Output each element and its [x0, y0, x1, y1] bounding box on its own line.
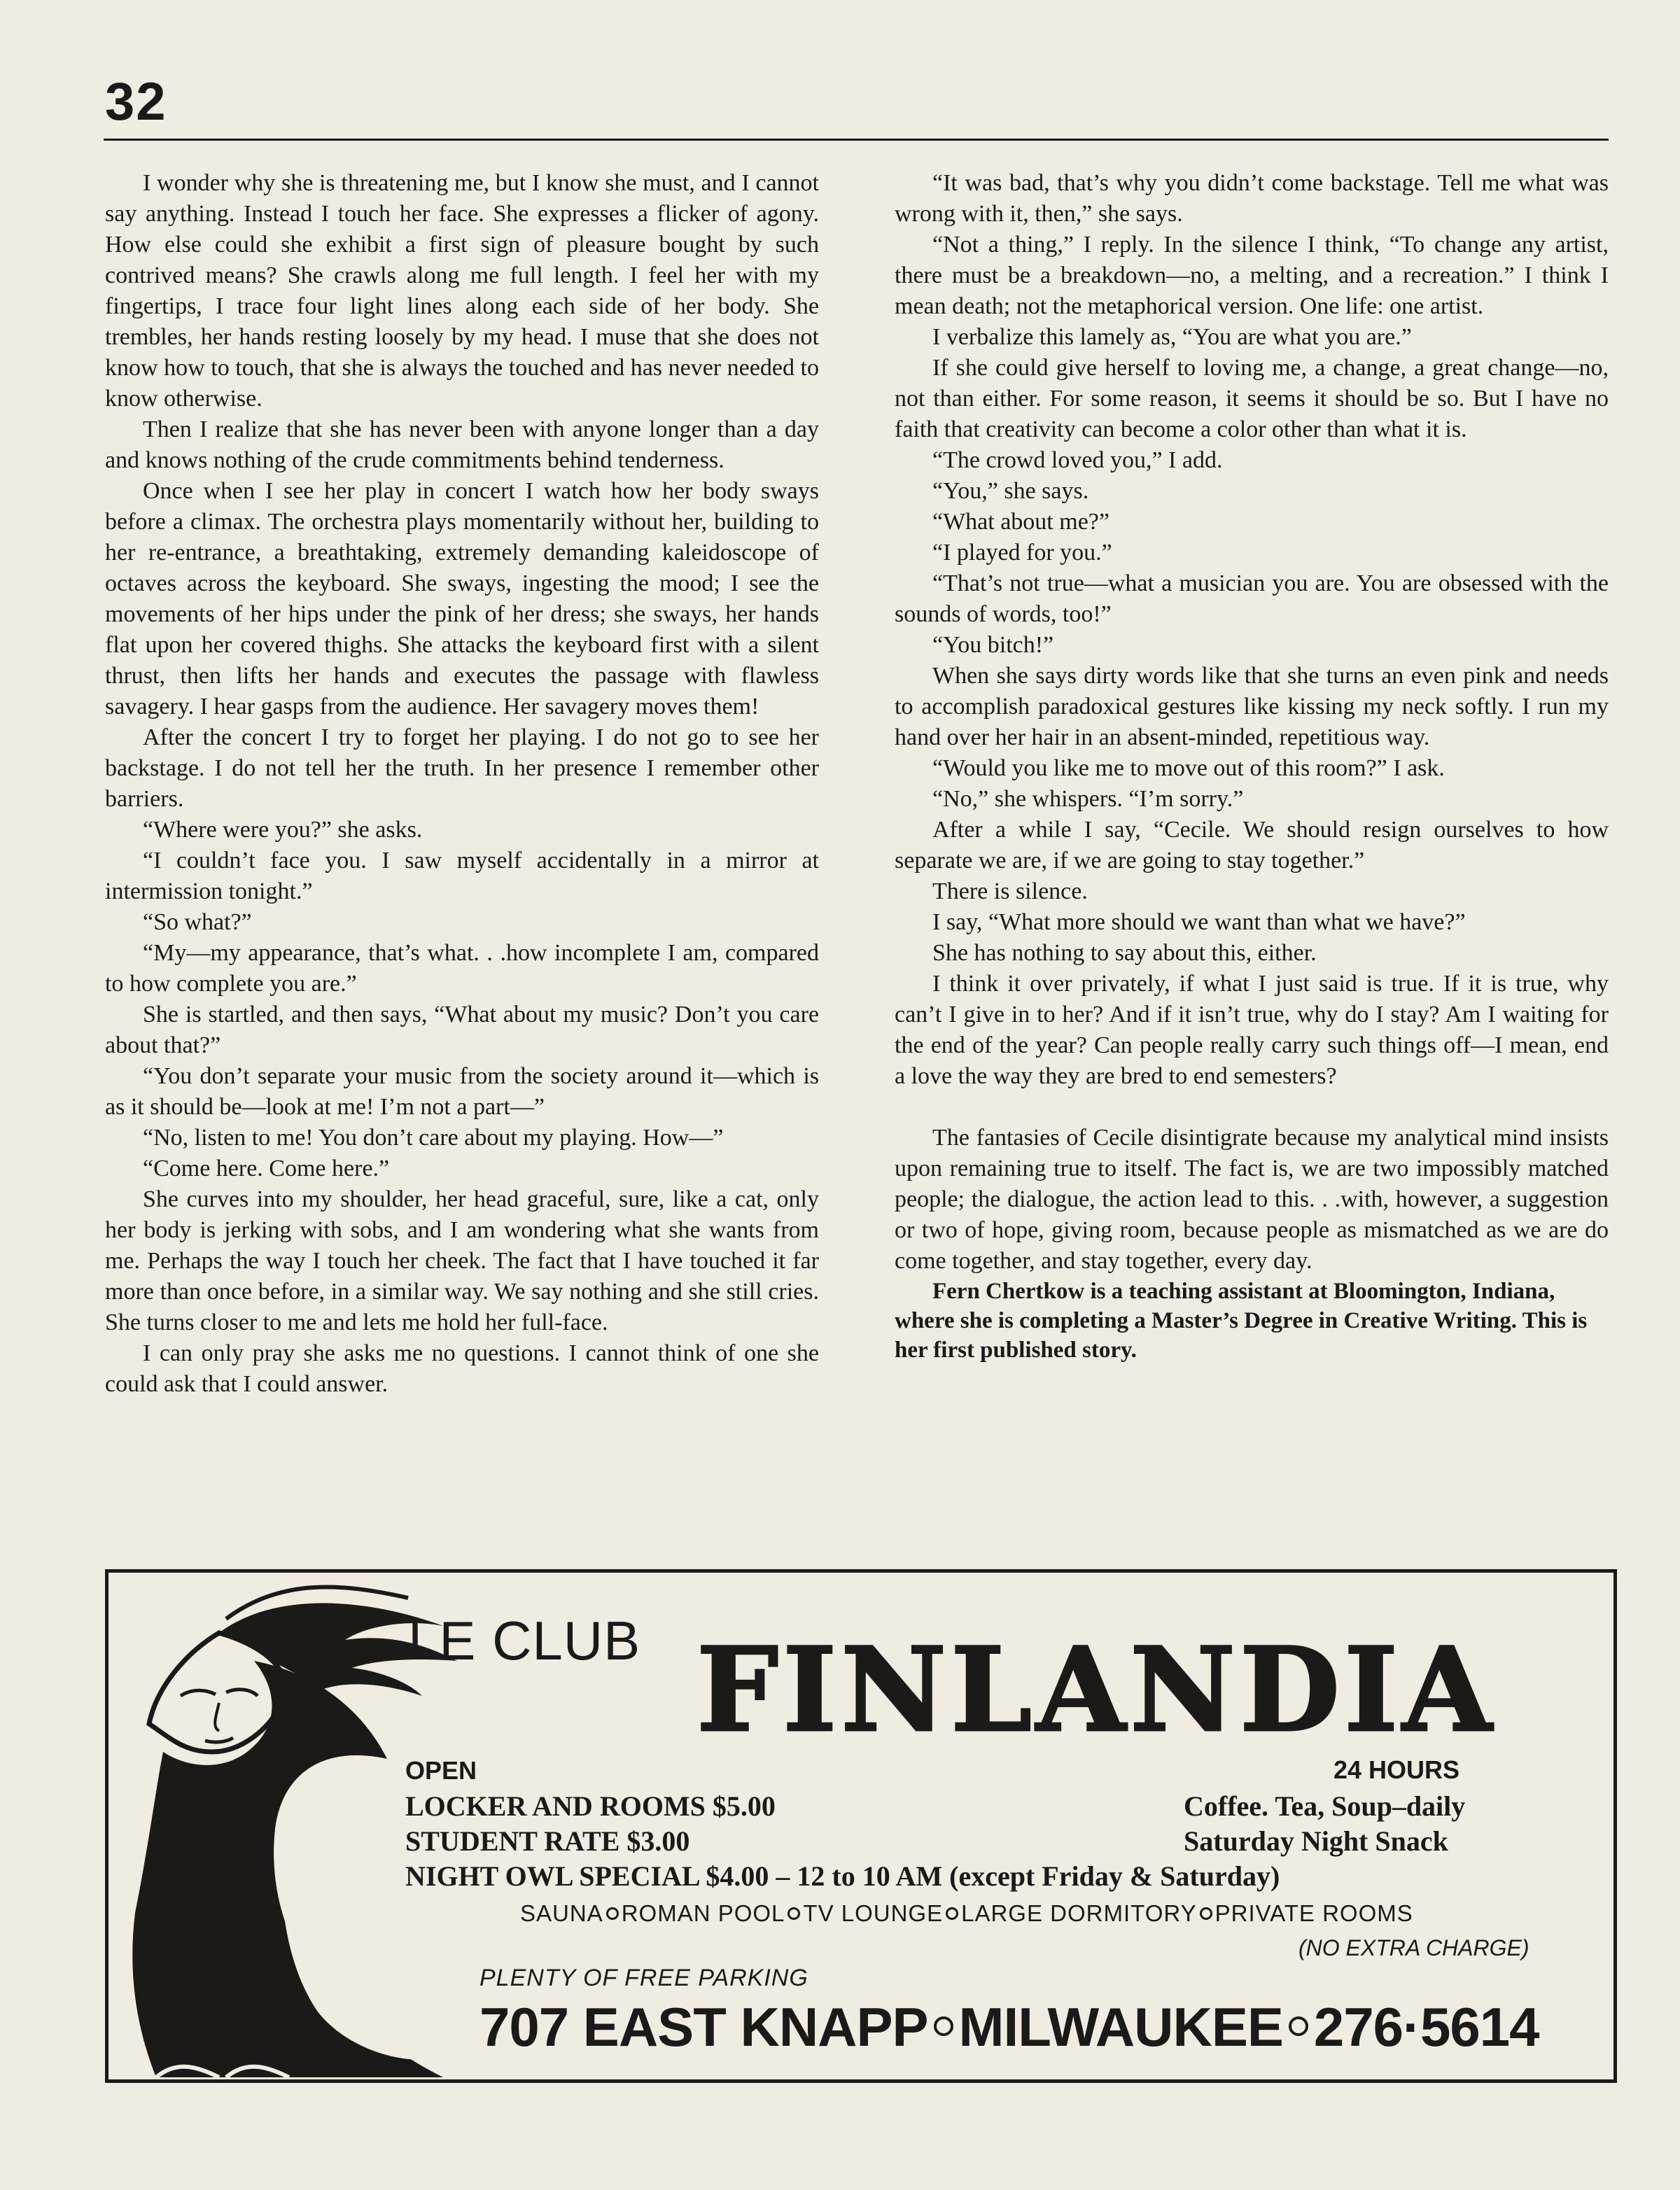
paragraph: She is startled, and then says, “What about my music? Don’t you care about that?” [105, 1002, 819, 1058]
paragraph: I say, “What more should we want than what we have?” [932, 909, 1466, 935]
circle-separator-icon [1289, 2016, 1308, 2036]
paragraph: She curves into my shoulder, her head graceful, sure, like a cat, only her body is jerking with sobs, and I am wondering what she wants from me. Perhaps the way I touch her cheek. The fact that I have touched it far more than once before, in a similar way. We say nothing and she still cries. She turns closer to me and lets me hold her full-face. [105, 1186, 819, 1335]
paragraph: I verbalize this lamely as, “You are what you are.” [932, 324, 1412, 350]
circle-separator-icon [946, 1907, 958, 1920]
paragraph: “I played for you.” [932, 540, 1112, 566]
circle-separator-icon [606, 1907, 619, 1920]
street-address: 707 EAST KNAPP [479, 1996, 928, 2058]
left-column [105, 168, 819, 1400]
paragraph: “Come here. Come here.” [143, 1156, 390, 1181]
paragraph: “Where were you?” she asks. [143, 817, 423, 843]
services-daily: Coffee. Tea, Soup–daily [1184, 1790, 1466, 1822]
city: MILWAUKEE [958, 1996, 1283, 2058]
page-number: 32 [105, 72, 167, 132]
open-label: OPEN [405, 1756, 477, 1785]
night-owl-special: NIGHT OWL SPECIAL $4.00 – 12 to 10 AM (except Friday & Saturday) [405, 1860, 1280, 1892]
paragraph: After a while I say, “Cecile. We should resign ourselves to how separate we are, if we are going to stay together.” [895, 817, 1609, 873]
paragraph: When she says dirty words like that she turns an even pink and needs to accomplish paradoxical gestures like kissing my neck softly. I run my hand over her hair in an absent-minded, repetitious way. [895, 663, 1609, 750]
paragraph: “What about me?” [932, 509, 1110, 535]
paragraph: “The crowd loved you,” I add. [932, 447, 1223, 473]
circle-separator-icon [934, 2016, 953, 2036]
services-saturday: Saturday Night Snack [1184, 1825, 1448, 1857]
paragraph: “So what?” [143, 909, 252, 935]
circle-separator-icon [788, 1907, 800, 1920]
advertisement [105, 1569, 1617, 2083]
paragraph: After the concert I try to forget her playing. I do not go to see her backstage. I do not tell her the truth. In her presence I remember other barriers. [105, 724, 819, 812]
paragraph: She has nothing to say about this, either. [932, 940, 1317, 966]
paragraph: I think it over privately, if what I just said is true. If it is true, why can’t I give in to her? And if it isn’t true, why do I stay? Am I waiting for the end of the year? Can people really carry such things off—I mean, end a love the way they are bred to end semesters? [895, 971, 1609, 1089]
finlandia-logo: FINLANDIA [696, 1622, 1497, 1757]
student-rate: STUDENT RATE $3.00 [405, 1825, 690, 1857]
address-line [479, 1996, 1539, 2058]
circle-separator-icon [1200, 1907, 1212, 1920]
paragraph: “You don’t separate your music from the society around it—which is as it should be—look at me! I’m not a part—” [105, 1063, 819, 1120]
paragraph: I can only pray she asks me no questions. I cannot think of one she could ask that I could answer. [105, 1340, 819, 1397]
paragraph: “My—my appearance, that’s what. . .how incomplete I am, compared to how complete you are.” [105, 940, 819, 997]
paragraph: “You bitch!” [932, 632, 1054, 658]
right-column [895, 168, 1609, 1365]
paragraph: “No, listen to me! You don’t care about my playing. How—” [143, 1125, 724, 1151]
paragraph: There is silence. [932, 878, 1088, 904]
hours-label: 24 HOURS [1333, 1755, 1460, 1784]
paragraph: Then I realize that she has never been with anyone longer than a day and knows nothing of the crude commitments behind tenderness. [105, 416, 819, 473]
paragraph: “No,” she whispers. “I’m sorry.” [932, 786, 1244, 812]
paragraph: “You,” she says. [932, 478, 1089, 504]
paragraph: “I couldn’t face you. I saw myself accidentally in a mirror at intermission tonight.” [105, 848, 819, 904]
paragraph: “That’s not true—what a musician you are. You are obsessed with the sounds of words, too!” [895, 570, 1609, 627]
paragraph: Once when I see her play in concert I watch how her body sways before a climax. The orchestra plays momentarily without her, building to her re-entrance, a breathtaking, extremely demanding kaleidoscope of octaves across the keyboard. She sways, ingesting the mood; I see the movements of her hips under the pink of her dress; she sways, her hands flat upon her covered thighs. She attacks the keyboard first with a silent thrust, then lifts her hands and executes the passage with flawless savagery. I hear gasps from the audience. Her savagery moves them! [105, 478, 819, 720]
paragraph: “It was bad, that’s why you didn’t come backstage. Tell me what was wrong with it, then,” she says. [895, 170, 1609, 227]
facility-item: ROMAN POOL [621, 1900, 785, 1926]
header-rule [104, 139, 1609, 141]
paragraph: I wonder why she is threatening me, but I know she must, and I cannot say anything. Instead I touch her face. She expresses a flicker of agony. How else could she exhibit a first sign of pleasure bought by such contrived means? She crawls along me full length. I feel her with my fingertips, I trace four light lines along each side of her body. She trembles, her hands resting loosely by my head. I muse that she does not know how to touch, that she is always the touched and has never needed to know otherwise. [105, 170, 819, 412]
facility-item: PRIVATE ROOMS [1214, 1900, 1413, 1926]
no-extra-charge: (NO EXTRA CHARGE) [1298, 1935, 1530, 1960]
paragraph: If she could give herself to loving me, a change, a great change—no, not than either. For some reason, it seems it should be so. But I have no faith that creativity can become a color other than what it is. [895, 355, 1609, 442]
facility-item: LARGE DORMITORY [961, 1900, 1197, 1926]
paragraph: “Would you like me to move out of this room?” I ask. [932, 755, 1445, 781]
author-bio: Fern Chertkow is a teaching assistant at Bloomington, Indiana, where she is completing a Master’s Degree in Creative Writing. This is her first published story. [895, 1279, 1588, 1363]
paragraph: The fantasies of Cecile disintigrate because my analytical mind insists upon remaining true to itself. The fact is, we are two impossibly matched people; the dialogue, the action lead to this. . .with, however, a suggestion or two of hope, giving room, because people as mismatched as we are do come together, and stay together, every day. [895, 1125, 1609, 1274]
facility-item: SAUNA [520, 1900, 603, 1926]
le-club-heading: LE CLUB [408, 1610, 641, 1671]
facilities-list [520, 1900, 1413, 1927]
paragraph: “Not a thing,” I reply. In the silence I think, “To change any artist, there must be a breakdown—no, a melting, and a recreation.” I think I mean death; not the metaphorical version. One life: one artist. [895, 232, 1609, 319]
phone-number: 276·5614 [1313, 1996, 1539, 2058]
locker-rate: LOCKER AND ROOMS $5.00 [405, 1790, 776, 1822]
parking-note: PLENTY OF FREE PARKING [479, 1965, 808, 1991]
facility-item: TV LOUNGE [803, 1900, 944, 1926]
